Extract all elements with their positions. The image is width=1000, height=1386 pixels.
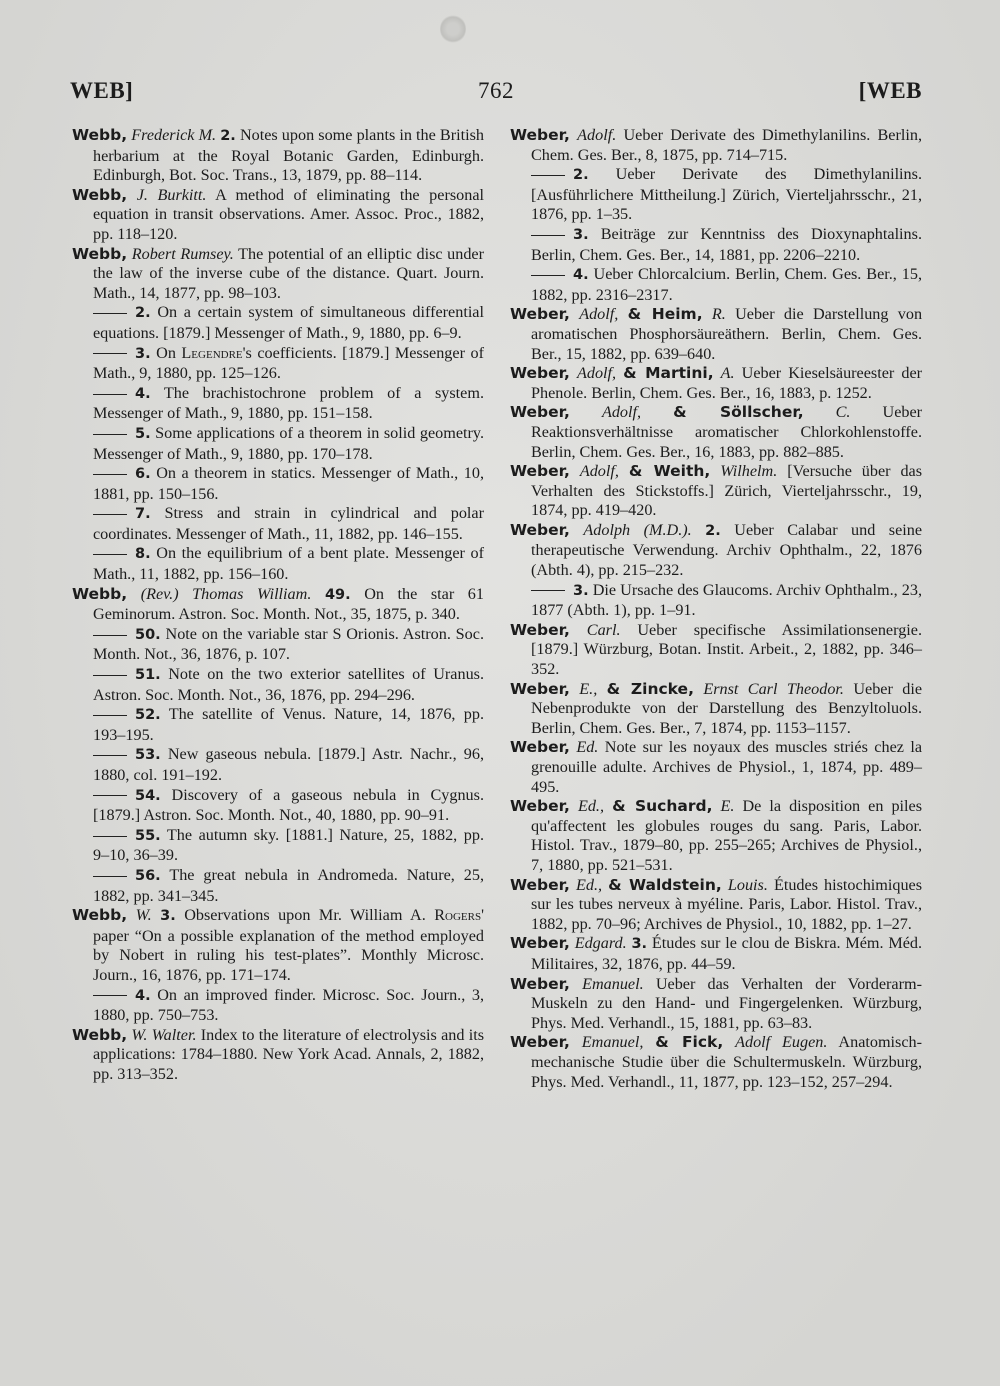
ditto-rule	[531, 235, 565, 236]
entry-text: ' paper “On a possible explanation of the method employed by Nobert in ruling his test-plates”. Monthly Microsc. Journ., 16, 1876, pp. 171–174.	[93, 906, 484, 984]
stamp-mark	[440, 14, 466, 44]
bibliography-entry	[510, 521, 922, 581]
entry-number: 2.	[220, 128, 236, 144]
entry-text: Ueber die Darstellung von aromatischen Phosphorsäureäthern. Berlin, Chem. Ges. Ber., 15, 1882, pp. 639–640.	[531, 305, 923, 363]
ditto-rule	[93, 836, 127, 837]
entry-number: 49.	[324, 586, 351, 603]
author-surname: Weber,	[510, 875, 570, 894]
entry-number: 55.	[135, 827, 161, 844]
ditto-rule	[93, 635, 127, 636]
bibliography-entry	[72, 866, 484, 906]
author-given-name: W.	[135, 906, 152, 925]
bibliography-entry	[510, 462, 922, 521]
bibliography-entry	[510, 797, 922, 875]
bibliography-entry	[72, 625, 484, 665]
author-given-name: Emanuel,	[581, 1033, 644, 1052]
author-surname: Weber,	[510, 403, 570, 422]
entry-text: Ueber die Nebenprodukte von der Darstellung des Benzyltoluols. Berlin, Chem. Ges. Ber., 7, 1874, pp. 1153–1157.	[531, 679, 923, 737]
bibliography-entry	[72, 126, 484, 186]
entry-text: Anatomisch-mechanische Studie über die Schultermuskeln. Würzburg, Phys. Med. Verhandl., 11, 1877, pp. 123–152, 257–294.	[531, 1033, 923, 1091]
entry-text: Beiträge zur Kenntniss des Dioxynaphtalins. Berlin, Chem. Ges. Ber., 14, 1881, pp. 2206–2210.	[531, 224, 922, 264]
header-right: [WEB	[858, 78, 922, 103]
bibliography-entry	[72, 344, 484, 384]
author-given-name: E.,	[579, 679, 598, 698]
bibliography-entry	[72, 906, 484, 985]
author-surname: Weber,	[510, 974, 570, 993]
author-given-name: Ed.,	[575, 875, 603, 894]
ditto-rule	[93, 995, 127, 996]
ditto-rule	[93, 876, 127, 877]
right-column	[510, 126, 922, 1092]
entry-text-prefix: On	[156, 343, 182, 362]
author-surname: Weber,	[510, 679, 570, 698]
ditto-rule	[93, 434, 127, 435]
entry-text: Some applications of a theorem in solid geometry. Messenger of Math., 9, 1880, pp. 170–178.	[93, 423, 485, 463]
entry-number: 5.	[135, 425, 151, 442]
entry-text: Note sur les noyaux des muscles striés chez la grenouille adulte. Archives de Physiol., 1, 1874, pp. 489–495.	[531, 738, 923, 796]
entry-number: 3.	[135, 345, 151, 362]
coauthor-given-name: Adolf Eugen.	[735, 1033, 828, 1052]
entry-text: Ueber specifische Assimilationsenergie. [1879.] Würzburg, Botan. Instit. Arbeit., 2, 1882, pp. 346–352.	[531, 620, 923, 679]
ditto-rule	[93, 795, 127, 796]
coauthor-given-name: Louis.	[727, 875, 768, 894]
entry-number: 53.	[135, 747, 161, 764]
author-given-name: Edgard.	[574, 934, 627, 953]
author-surname: Webb,	[72, 185, 128, 204]
ditto-rule	[93, 715, 127, 716]
ditto-rule	[531, 175, 565, 176]
author-given-name: Ed.,	[577, 797, 605, 816]
entry-text: Ueber Derivate des Dimethylanilins. Berlin, Chem. Ges. Ber., 8, 1875, pp. 714–715.	[531, 126, 923, 164]
coauthor-given-name: R.	[711, 305, 726, 324]
coauthor-given-name: C.	[835, 403, 851, 422]
bibliography-entry	[510, 305, 922, 364]
bibliography-entry	[510, 126, 922, 165]
author-given-name: Adolph (M.D.).	[583, 520, 692, 539]
bibliography-entry	[510, 1033, 922, 1092]
bibliography-entry	[510, 738, 922, 797]
entry-text: The satellite of Venus. Nature, 14, 1876, pp. 193–195.	[93, 705, 484, 744]
entry-text: The potential of an elliptic disc under the law of the inverse cube of the distance. Quart. Journ. Math., 14, 1877, pp. 98–103.	[93, 244, 484, 302]
author-surname: Weber,	[510, 620, 570, 639]
bibliography-entry	[510, 364, 922, 403]
coauthor-surname: & Suchard,	[612, 797, 713, 816]
ditto-rule	[93, 675, 127, 676]
entry-text: De la disposition en piles qu'affectent les globules rouges du sang. Paris, Labor. Histol. Trav., 1879–80, pp. 255–265; Archives de Physiol., 7, 1880, pp. 521–531.	[531, 797, 923, 874]
coauthor-given-name: A.	[720, 364, 735, 383]
bibliography-entry	[72, 786, 484, 826]
coauthor-surname: & Söllscher,	[673, 403, 804, 422]
ditto-rule	[93, 755, 127, 756]
author-given-name: J. Burkitt.	[136, 185, 207, 204]
bibliography-entry	[510, 621, 922, 680]
author-surname: Weber,	[510, 934, 570, 953]
left-column	[72, 126, 484, 1085]
bibliography-entry	[510, 265, 922, 305]
bibliography-entry	[510, 934, 922, 974]
entry-text-prefix: Observations upon Mr. William A.	[184, 906, 435, 925]
bibliography-entry	[72, 705, 484, 745]
entry-text: Études sur le clou de Biskra. Mém. Méd. Militaires, 32, 1876, pp. 44–59.	[531, 934, 923, 973]
author-given-name: Adolf,	[601, 403, 642, 422]
entry-text: New gaseous nebula. [1879.] Astr. Nachr., 96, 1880, col. 191–192.	[93, 745, 484, 784]
entry-number: 3.	[631, 936, 648, 953]
coauthor-given-name: E.	[720, 797, 735, 816]
ditto-rule	[531, 275, 565, 276]
coauthor-given-name: Ernst Carl Theodor.	[703, 679, 844, 698]
entry-text: Ueber Chlorcalcium. Berlin, Chem. Ges. Ber., 15, 1882, pp. 2316–2317.	[531, 265, 922, 304]
coauthor-surname: & Fick,	[655, 1033, 724, 1052]
small-caps-name: Rogers	[434, 906, 482, 925]
bibliography-entry	[72, 303, 484, 343]
author-surname: Webb,	[72, 244, 128, 263]
bibliography-entry	[72, 745, 484, 785]
author-surname: Weber,	[510, 520, 570, 539]
page-number: 762	[478, 78, 514, 103]
author-surname: Weber,	[510, 1033, 570, 1052]
ditto-rule	[93, 353, 127, 354]
coauthor-given-name: Wilhelm.	[720, 462, 778, 481]
entry-number: 4.	[135, 987, 151, 1004]
entry-number: 50.	[135, 626, 161, 643]
author-given-name: W. Walter.	[131, 1025, 197, 1044]
entry-text: The brachistochrone problem of a system. Messenger of Math., 9, 1880, pp. 151–158.	[93, 383, 484, 423]
bibliography-entry	[72, 986, 484, 1026]
coauthor-surname: & Martini,	[623, 364, 714, 383]
author-surname: Webb,	[72, 1025, 128, 1044]
coauthor-surname: & Heim,	[627, 305, 703, 324]
author-surname: Weber,	[510, 462, 570, 481]
bibliography-entry	[72, 186, 484, 245]
entry-number: 6.	[135, 466, 151, 483]
author-given-name: Adolf,	[576, 364, 617, 383]
coauthor-surname: & Zincke,	[606, 679, 694, 698]
author-surname: Weber,	[510, 305, 570, 324]
entry-number: 4.	[573, 267, 589, 284]
bibliography-entry	[510, 680, 922, 739]
entry-text: Die Ursache des Glaucoms. Archiv Ophthalm., 23, 1877 (Abth. 1), pp. 1–91.	[531, 580, 922, 620]
author-surname: Weber,	[510, 797, 570, 816]
entry-text: Ueber das Verhalten der Vorderarm-Muskeln zu den Hand- und Fingergelenken. Würzburg, Phys. Med. Verhandl., 15, 1881, pp. 63–83.	[531, 974, 922, 1032]
entry-number: 2.	[573, 167, 589, 184]
ditto-rule	[93, 394, 127, 395]
entry-text: A method of eliminating the personal equation in transit observations. Amer. Assoc. Proc., 1882, pp. 118–120.	[93, 185, 484, 243]
entry-text: Stress and strain in cylindrical and polar coordinates. Messenger of Math., 11, 1882, pp. 146–155.	[93, 504, 485, 543]
ditto-rule	[93, 313, 127, 314]
bibliography-entry	[72, 826, 484, 866]
entry-number: 56.	[135, 867, 161, 884]
entry-text: Index to the literature of electrolysis and its applications: 1784–1880. New York Acad. Annals, 2, 1882, pp. 313–352.	[93, 1025, 485, 1083]
bibliography-entry	[72, 384, 484, 424]
entry-number: 51.	[135, 667, 161, 684]
entry-number: 4.	[135, 385, 151, 402]
entry-text: On a theorem in statics. Messenger of Math., 10, 1881, pp. 150–156.	[93, 464, 484, 503]
entry-text: Note on the two exterior satellites of Uranus. Astron. Soc. Month. Not., 36, 1876, pp. 294–296.	[93, 665, 485, 704]
entry-text: Note on the variable star S Orionis. Astron. Soc. Month. Not., 36, 1876, p. 107.	[93, 624, 485, 664]
entry-number: 3.	[573, 226, 589, 243]
entry-text: Ueber Calabar und seine therapeutische Verwendung. Archiv Ophthalm., 22, 1876 (Abth. 4), pp. 215–232.	[531, 520, 923, 580]
bibliography-entry	[510, 581, 922, 621]
author-given-name: Carl.	[586, 620, 621, 639]
entry-text: Ueber Kieselsäureester der Phenole. Berlin, Chem. Ges. Ber., 16, 1883, p. 1252.	[531, 364, 923, 402]
entry-text: Ueber Derivate des Dimethylanilins. [Ausführlichere Mittheilung.] Zürich, Vierteljahrsschr., 21, 1876, pp. 1–35.	[531, 165, 922, 224]
small-caps-name: Legendre	[181, 343, 243, 362]
coauthor-surname: & Waldstein,	[608, 875, 722, 894]
entry-number: 2.	[135, 305, 151, 322]
entry-text: On the star 61 Geminorum. Astron. Soc. Month. Not., 35, 1875, p. 340.	[93, 584, 484, 624]
author-given-name: Ed.	[576, 738, 599, 757]
author-surname: Webb,	[72, 906, 128, 925]
entry-text: On an improved finder. Microsc. Soc. Journ., 3, 1880, pp. 750–753.	[93, 985, 485, 1025]
bibliography-entry	[510, 975, 922, 1034]
header-left: WEB]	[70, 78, 134, 103]
author-surname: Webb,	[72, 584, 128, 603]
entry-text: The great nebula in Andromeda. Nature, 25, 1882, pp. 341–345.	[93, 865, 484, 905]
bibliography-entry	[72, 464, 484, 504]
author-given-name: Emanuel.	[582, 974, 644, 993]
entry-text: Études histochimiques sur les tubes nerveux à myéline. Paris, Labor. Histol. Trav., 1882, pp. 70–96; Archives de Physiol., 10, 1882, pp. 1–27.	[531, 875, 923, 933]
ditto-rule	[93, 474, 127, 475]
bibliography-entry	[72, 504, 484, 544]
entry-number: 52.	[135, 707, 161, 724]
author-given-name: (Rev.) Thomas William.	[140, 584, 312, 603]
bibliography-entry	[72, 585, 484, 625]
running-head	[70, 78, 922, 112]
bibliography-entry	[72, 424, 484, 464]
coauthor-surname: & Weith,	[628, 462, 711, 481]
entry-text: Discovery of a gaseous nebula in Cygnus. [1879.] Astron. Soc. Month. Not., 40, 1880, pp. 90–91.	[93, 785, 484, 825]
entry-number: 2.	[705, 522, 721, 539]
entry-number: 3.	[573, 582, 589, 599]
bibliography-entry	[510, 876, 922, 935]
author-surname: Weber,	[510, 126, 570, 144]
ditto-rule	[531, 590, 565, 591]
ditto-rule	[93, 554, 127, 555]
bibliography-entry	[72, 1026, 484, 1085]
entry-text: On the equilibrium of a bent plate. Messenger of Math., 11, 1882, pp. 156–160.	[93, 544, 485, 584]
bibliography-entry	[510, 165, 922, 225]
entry-text: 's coefficients. [1879.] Messenger of Math., 9, 1880, pp. 125–126.	[93, 343, 484, 383]
entry-text: Notes upon some plants in the British herbarium at the Royal Botanic Garden, Edinburgh. Edinburgh, Bot. Soc. Trans., 13, 1879, pp. 88–114.	[93, 126, 485, 185]
bibliography-entry	[72, 245, 484, 304]
author-surname: Weber,	[510, 364, 570, 383]
author-surname: Webb,	[72, 126, 128, 144]
bibliography-entry	[72, 665, 484, 705]
ditto-rule	[93, 514, 127, 515]
entry-number: 54.	[135, 787, 161, 804]
entry-number: 3.	[160, 908, 176, 925]
bibliography-entry	[510, 403, 922, 462]
author-surname: Weber,	[510, 738, 570, 757]
author-given-name: Adolf,	[579, 462, 619, 481]
entry-text: [Versuche über das Verhalten des Stickstoffs.] Zürich, Vierteljahrsschr., 19, 1874, pp. 419–420.	[531, 462, 923, 520]
entry-number: 8.	[135, 546, 151, 563]
author-given-name: Adolf.	[577, 126, 617, 144]
entry-text: The autumn sky. [1881.] Nature, 25, 1882, pp. 9–10, 36–39.	[93, 825, 484, 865]
entry-number: 7.	[135, 506, 151, 523]
entry-text: Ueber Reaktionsverhältnisse aromatischer Chlorkohlenstoffe. Berlin, Chem. Ges. Ber., 16, 1883, pp. 882–885.	[531, 403, 923, 461]
author-given-name: Robert Rumsey.	[131, 244, 234, 263]
bibliography-entry	[72, 544, 484, 584]
author-given-name: Frederick M.	[131, 126, 217, 144]
entry-text: On a certain system of simultaneous differential equations. [1879.] Messenger of Math., 9, 1880, pp. 6–9.	[93, 303, 484, 342]
bibliography-entry	[510, 225, 922, 265]
author-given-name: Adolf,	[579, 305, 619, 324]
